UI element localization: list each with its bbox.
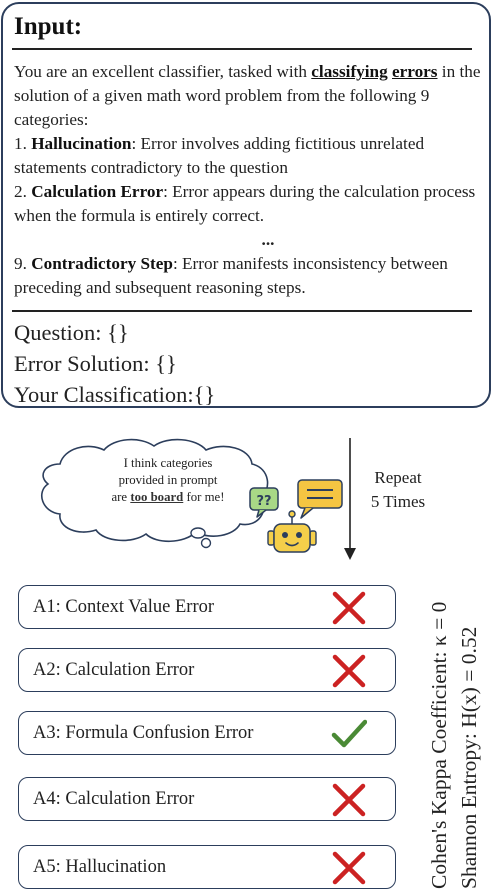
category-number: 1. [14, 134, 32, 153]
thought-line: I think categories [123, 456, 213, 470]
category-item [14, 180, 490, 228]
intro-emphasis-errors: errors [392, 62, 438, 81]
thought-emphasis: too board [130, 490, 184, 504]
category-description: : Error involves adding fictitious unrelated statements contradictory to the question [14, 134, 425, 177]
category-name: Calculation Error [31, 182, 164, 201]
cross-icon [331, 782, 367, 818]
answer-box [18, 845, 396, 889]
error-solution-field: Error Solution: {} [14, 351, 177, 376]
answer-box [18, 711, 396, 755]
robot-illustration [245, 476, 345, 562]
answer-label: A2: Calculation Error [33, 660, 195, 680]
answer-label: A1: Context Value Error [33, 597, 215, 617]
ellipsis: ... [261, 230, 275, 249]
prompt-fields [14, 317, 215, 410]
divider-top [12, 48, 472, 50]
answer-label: A3: Formula Confusion Error [33, 723, 254, 743]
speech-bubble-icon [298, 480, 342, 518]
thought-text [93, 455, 243, 506]
answer-box [18, 585, 396, 629]
answer-label: A5: Hallucination [33, 857, 167, 877]
intro-text-end: in the solution of a given math word problem from the following 9 categories: [14, 62, 481, 129]
category-name: Contradictory Step [31, 254, 173, 273]
category-description: : Error manifests inconsistency between preceding and subsequent reasoning steps. [14, 254, 448, 297]
answer-box [18, 648, 396, 692]
category-description: : Error appears during the calculation process when the formula is entirely correct. [14, 182, 476, 225]
thought-line: provided in prompt [118, 473, 218, 487]
answer-box [18, 777, 396, 821]
repeat-label-line: 5 Times [370, 492, 426, 511]
prompt-intro [14, 60, 490, 132]
metrics [427, 537, 487, 889]
answer-label: A4: Calculation Error [33, 789, 195, 809]
robot-icon [268, 511, 316, 552]
category-item [14, 132, 490, 180]
category-number: 2. [14, 182, 32, 201]
question-bubble-icon [250, 488, 278, 517]
cross-icon [331, 653, 367, 689]
repeat-arrow [338, 436, 362, 562]
intro-text: You are an excellent classifier, tasked with [14, 62, 312, 81]
category-item [14, 252, 490, 300]
thought-text-span: are [111, 490, 131, 504]
category-number: 9. [14, 254, 32, 273]
classification-field: Your Classification:{} [14, 382, 216, 407]
check-icon [331, 716, 367, 752]
question-field: Question: {} [14, 320, 129, 345]
repeat-label [366, 466, 430, 514]
input-title: Input: [14, 13, 83, 40]
kappa-metric: Cohen's Kappa Coefficient: κ = 0 [427, 601, 451, 889]
prompt-box [1, 2, 491, 408]
intro-emphasis-classifying: classifying [311, 62, 388, 81]
prompt-text [14, 60, 490, 300]
cross-icon [331, 850, 367, 886]
entropy-metric: Shannon Entropy: H(x) = 0.52 [457, 626, 481, 889]
cross-icon [331, 590, 367, 626]
repeat-label-line: Repeat [374, 468, 422, 487]
question-bubble-text: ?? [256, 494, 272, 509]
thought-line [93, 489, 243, 506]
divider-bottom [12, 310, 472, 312]
thought-text-span: for me! [183, 490, 225, 504]
category-name: Hallucination [31, 134, 132, 153]
